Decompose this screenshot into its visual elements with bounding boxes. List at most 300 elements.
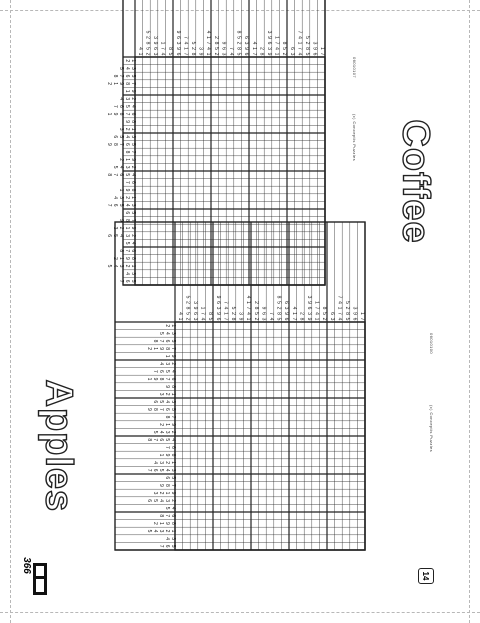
- coffee-row-clue: 3: [130, 135, 136, 139]
- apples-col-clue: 3: [306, 312, 312, 315]
- coffee-col-clue: 1: [205, 36, 212, 39]
- coffee-row-clue: 7: [124, 249, 130, 253]
- coffee-col-clue: 9: [174, 47, 181, 50]
- coffee-col-clue: 7: [296, 30, 303, 34]
- coffee-row-clue: 6: [130, 112, 136, 116]
- coffee-col-clue: 2: [144, 36, 151, 39]
- apples-col-clue: 9: [260, 306, 267, 310]
- apples-row-clue: 3: [164, 362, 170, 366]
- apples-row-clue: 7: [170, 347, 176, 350]
- coffee-row-clue: 4: [124, 135, 130, 139]
- apples-col-clue: 6: [192, 312, 198, 315]
- apples-row-clue: 7: [146, 468, 152, 472]
- coffee-row-clue: 7: [130, 82, 136, 85]
- coffee-row-clue: 9: [118, 82, 124, 85]
- coffee-col-clue: 3: [243, 41, 250, 45]
- apples-row-clue: 8: [152, 408, 158, 411]
- apples-col-clue: 3: [260, 317, 267, 321]
- coffee-col-clue: 8: [304, 47, 310, 50]
- apples-col-clue: 3: [283, 306, 290, 310]
- coffee-row-clue: 6: [106, 234, 112, 237]
- coffee-col-clue: 7: [250, 52, 257, 56]
- apples-col-clue: 4: [336, 317, 343, 321]
- coffee-row-clue: 4: [118, 165, 124, 169]
- apples-col-clue: 9: [283, 312, 290, 315]
- apples-row-clue: 5: [170, 408, 176, 411]
- apples-row-clue: 7: [164, 377, 170, 381]
- coffee-row-clue: 6: [130, 249, 136, 253]
- apples-col-clue: 5: [184, 295, 191, 299]
- coffee-col-clue: 1: [273, 36, 280, 39]
- apples-row-clue: 2: [164, 529, 170, 533]
- coffee-col-clue: 5: [212, 47, 219, 50]
- coffee-col-clue: 8: [281, 41, 288, 45]
- apples-col-clue: 9: [351, 312, 358, 315]
- apples-row-clue: 3: [170, 537, 176, 540]
- coffee-col-clue: 3: [311, 41, 318, 45]
- apples-col-clue: 1: [176, 317, 183, 321]
- code-apples: 06010100: [429, 333, 434, 354]
- coffee-row-clue: 4: [130, 105, 136, 108]
- coffee-row-clue: 2: [112, 257, 118, 260]
- coffee-col-clue: 6: [174, 52, 181, 56]
- coffee-col-clue: 3: [220, 52, 227, 56]
- coffee-col-clue: 9: [197, 52, 204, 56]
- coffee-row-clue: 9: [118, 219, 124, 222]
- coffee-col-clue: 1: [296, 41, 303, 45]
- coffee-col-clue: 4: [182, 41, 189, 45]
- apples-col-clue: 3: [306, 295, 312, 299]
- apples-row-clue: 6: [164, 476, 170, 480]
- apples-row-clue: 3: [170, 332, 176, 335]
- coffee-col-clue: 5: [304, 52, 310, 56]
- coffee-col-clue: 7: [182, 36, 189, 39]
- apples-row-clue: 8: [146, 438, 152, 442]
- coffee-row-clue: 6: [124, 143, 130, 146]
- coffee-row-clue: 5: [112, 234, 118, 237]
- apples-col-clue: 2: [298, 312, 305, 315]
- coffee-row-clue: 2: [124, 196, 130, 199]
- apples-row-clue: 2: [164, 461, 170, 464]
- coffee-row-clue: 5: [130, 211, 136, 215]
- apples-row-clue: 6: [152, 468, 158, 472]
- coffee-col-clue: 1: [319, 47, 326, 50]
- coffee-col-clue: 8: [212, 41, 219, 45]
- apples-row-clue: 3: [152, 491, 158, 495]
- coffee-col-clue: 2: [190, 47, 196, 50]
- apples-row-clue: 9: [146, 408, 152, 411]
- apples-col-clue: 9: [214, 295, 221, 299]
- apples-row-clue: 2: [170, 430, 176, 434]
- apples-col-clue: 7: [222, 301, 229, 304]
- coffee-row-clue: 4: [124, 272, 130, 275]
- apples-row-clue: 9: [164, 522, 170, 525]
- apples-col-clue: 5: [275, 317, 282, 321]
- apples-row-clue: 5: [152, 430, 158, 434]
- apples-col-clue: 5: [275, 301, 282, 304]
- coffee-row-clue: 6: [124, 211, 130, 215]
- apples-row-clue: 6: [158, 370, 164, 373]
- coffee-row-clue: 1: [118, 188, 124, 192]
- apples-col-clue: 8: [252, 306, 259, 310]
- coffee-row-clue: 2: [124, 264, 130, 268]
- coffee-row-clue: 5: [118, 135, 124, 139]
- apples-row-clue: 4: [170, 506, 176, 510]
- apples-row-clue: 1: [158, 453, 164, 457]
- apples-row-clue: 8: [164, 347, 170, 350]
- apples-row-clue: 4: [158, 362, 164, 366]
- apples-row-clue: 5: [170, 339, 176, 343]
- coffee-row-clue: 6: [118, 105, 124, 108]
- apples-col-clue: 6: [283, 317, 290, 321]
- apples-col-clue: 2: [230, 312, 236, 315]
- coffee-row-clue: 1: [124, 158, 130, 161]
- coffee-row-clue: 5: [130, 143, 136, 146]
- apples-col-clue: 9: [192, 306, 198, 310]
- coffee-col-clue: 9: [266, 52, 272, 56]
- coffee-col-clue: 6: [220, 47, 227, 50]
- coffee-col-clue: 1: [250, 47, 257, 50]
- apples-row-clue: 2: [158, 423, 164, 426]
- coffee-row-clue: 4: [124, 203, 130, 207]
- coffee-row-clue: 3: [118, 196, 124, 199]
- apples-row-clue: 7: [170, 415, 176, 419]
- apples-col-clue: 2: [275, 306, 282, 310]
- apples-col-clue: 7: [336, 295, 343, 299]
- apples-row-clue: 9: [164, 385, 170, 388]
- coffee-col-clue: 7: [273, 41, 280, 45]
- coffee-row-clue: 8: [112, 74, 118, 78]
- apples-col-clue: 7: [268, 312, 274, 315]
- coffee-row-clue: 9: [130, 89, 136, 93]
- coffee-col-clue: 7: [205, 41, 212, 45]
- coffee-col-clue: 5: [304, 36, 310, 39]
- apples-col-clue: 5: [230, 306, 236, 310]
- coffee-col-clue: 4: [250, 41, 257, 45]
- coffee-row-clue: 3: [118, 264, 124, 268]
- coffee-row-clue: 5: [130, 279, 136, 283]
- apples-row-clue: 1: [170, 529, 176, 533]
- apples-col-clue: 1: [199, 306, 206, 310]
- coffee-row-clue: 1: [106, 112, 112, 116]
- apples-row-clue: 5: [158, 400, 164, 404]
- apples-row-clue: 8: [170, 385, 176, 388]
- coffee-row-clue: 8: [118, 249, 124, 253]
- apples-row-clue: 4: [170, 370, 176, 373]
- coffee-row-clue: 2: [130, 165, 136, 169]
- apples-col-clue: 4: [176, 312, 183, 315]
- coffee-col-clue: 7: [182, 52, 189, 56]
- apples-col-clue: 9: [214, 312, 221, 315]
- apples-row-clue: 7: [152, 370, 158, 373]
- apples-col-clue: 5: [321, 312, 328, 315]
- apples-col-clue: 3: [351, 306, 358, 310]
- apples-row-clue: 4: [152, 529, 158, 533]
- apples-col-clue: 6: [260, 312, 267, 315]
- coffee-row-clue: 8: [130, 188, 136, 192]
- coffee-col-clue: 7: [319, 52, 326, 56]
- apples-row-clue: 5: [170, 476, 176, 480]
- coffee-col-clue: 1: [136, 52, 143, 56]
- apples-row-clue: 6: [152, 400, 158, 404]
- coffee-col-clue: 4: [273, 47, 280, 50]
- apples-row-clue: 8: [158, 514, 164, 518]
- apples-col-clue: 3: [237, 312, 244, 315]
- coffee-row-clue: 4: [124, 67, 130, 70]
- apples-row-clue: 2: [164, 324, 170, 328]
- apples-row-clue: 4: [164, 332, 170, 335]
- apples-row-clue: 1: [158, 522, 164, 525]
- apples-row-clue: 7: [158, 408, 164, 411]
- apples-row-clue: 2: [164, 392, 170, 396]
- coffee-col-clue: 8: [235, 47, 242, 50]
- apples-col-clue: 9: [306, 301, 312, 304]
- apples-row-clue: 7: [158, 544, 164, 548]
- coffee-col-clue: 5: [235, 36, 242, 39]
- coffee-col-clue: 6: [311, 52, 318, 56]
- coffee-row-clue: 3: [124, 165, 130, 169]
- coffee-row-clue: 5: [124, 105, 130, 108]
- coffee-row-clue: 3: [130, 67, 136, 70]
- code-coffee: 06010107: [352, 57, 357, 78]
- coffee-row-clue: 6: [112, 203, 118, 207]
- apples-row-clue: 2: [170, 362, 176, 366]
- coffee-row-clue: 8: [124, 219, 130, 222]
- apples-row-clue: 2: [170, 499, 176, 502]
- coffee-row-clue: 2: [124, 59, 130, 63]
- apples-col-clue: 8: [275, 295, 282, 299]
- coffee-row-clue: 3: [130, 272, 136, 275]
- apples-col-clue: 4: [245, 312, 252, 315]
- apples-row-clue: 6: [158, 438, 164, 442]
- coffee-col-clue: 1: [159, 41, 166, 45]
- apples-col-clue: 6: [283, 301, 290, 304]
- apples-col-clue: 1: [359, 312, 366, 315]
- coffee-row-clue: 5: [124, 173, 130, 177]
- coffee-col-clue: 4: [205, 30, 212, 34]
- coffee-row-clue: 9: [130, 226, 136, 230]
- apples-col-clue: 1: [245, 301, 252, 304]
- apples-row-clue: 3: [158, 392, 164, 396]
- apples-col-clue: 8: [275, 312, 282, 315]
- coffee-col-clue: 3: [288, 52, 295, 56]
- coffee-col-clue: 4: [159, 52, 166, 56]
- coffee-col-clue: 3: [266, 47, 272, 50]
- coffee-row-clue: 1: [124, 89, 130, 93]
- puzzle-title-coffee: Coffee: [394, 119, 437, 244]
- apples-col-clue: 5: [252, 312, 259, 315]
- coffee-row-clue: 7: [118, 74, 124, 78]
- coffee-col-clue: 2: [235, 41, 242, 45]
- apples-row-clue: 1: [146, 377, 152, 381]
- apples-row-clue: 8: [170, 522, 176, 525]
- apples-col-clue: 6: [351, 317, 358, 321]
- copyright-coffee: (c) Conceptis Puzzles: [352, 114, 357, 162]
- apples-col-clue: 7: [199, 312, 206, 315]
- apples-row-clue: 6: [170, 446, 176, 449]
- coffee-col-clue: 3: [197, 47, 204, 50]
- coffee-col-clue: 8: [258, 52, 265, 56]
- apples-row-clue: 6: [164, 544, 170, 548]
- apples-row-clue: 1: [170, 324, 176, 328]
- apples-col-clue: 4: [245, 295, 252, 299]
- apples-row-clue: 5: [152, 499, 158, 502]
- coffee-row-clue: 9: [130, 158, 136, 161]
- apples-row-clue: 1: [152, 347, 158, 350]
- coffee-col-clue: 5: [167, 52, 174, 56]
- coffee-row-clue: 5: [118, 67, 124, 70]
- coffee-col-clue: 9: [266, 36, 272, 39]
- coffee-row-clue: 8: [124, 150, 130, 154]
- coffee-col-clue: 3: [266, 30, 272, 34]
- coffee-row-clue: 6: [124, 74, 130, 78]
- coffee-col-clue: 2: [212, 52, 219, 56]
- apples-col-clue: 2: [321, 317, 328, 321]
- coffee-col-clue: 4: [296, 52, 303, 56]
- apples-row-clue: 6: [170, 377, 176, 381]
- coffee-row-clue: 7: [124, 181, 130, 184]
- apples-row-clue: 5: [158, 332, 164, 335]
- coffee-row-clue: 7: [112, 173, 118, 177]
- apples-row-clue: 9: [158, 484, 164, 487]
- apples-row-clue: 1: [164, 491, 170, 495]
- apples-col-clue: 2: [344, 306, 350, 310]
- apples-col-clue: 4: [268, 317, 274, 321]
- coffee-row-clue: 3: [130, 203, 136, 207]
- coffee-col-clue: 9: [152, 41, 158, 45]
- coffee-row-clue: 8: [112, 143, 118, 146]
- apples-row-clue: 2: [158, 491, 164, 495]
- coffee-row-clue: 6: [130, 181, 136, 184]
- apples-row-clue: 4: [164, 537, 170, 540]
- apples-col-clue: 7: [313, 306, 320, 310]
- coffee-col-clue: 4: [296, 36, 303, 39]
- coffee-row-clue: 8: [118, 112, 124, 116]
- coffee-col-clue: 1: [205, 52, 212, 56]
- coffee-row-clue: 1: [130, 59, 136, 63]
- coffee-col-clue: 9: [243, 47, 250, 50]
- apples-col-clue: 2: [184, 301, 191, 304]
- apples-row-clue: 3: [158, 461, 164, 464]
- apples-row-clue: 6: [146, 499, 152, 502]
- coffee-col-clue: 4: [136, 47, 143, 50]
- coffee-col-clue: 6: [174, 36, 181, 39]
- coffee-row-clue: 5: [124, 241, 130, 245]
- apples-col-clue: 3: [328, 317, 335, 321]
- apples-col-clue: 8: [298, 317, 305, 321]
- coffee-row-clue: 7: [130, 150, 136, 154]
- coffee-col-clue: 7: [296, 47, 303, 50]
- apples-col-clue: 4: [290, 306, 297, 310]
- apples-col-clue: 4: [199, 317, 206, 321]
- coffee-row-clue: 2: [130, 234, 136, 237]
- apples-col-clue: 4: [222, 306, 229, 310]
- coffee-row-clue: 4: [130, 173, 136, 177]
- apples-row-clue: 9: [158, 347, 164, 350]
- apples-row-clue: 5: [164, 438, 170, 442]
- apples-col-clue: 3: [192, 317, 198, 321]
- apples-col-clue: 7: [222, 317, 229, 321]
- apples-row-clue: 9: [170, 423, 176, 426]
- coffee-row-clue: 5: [106, 264, 112, 268]
- apples-col-clue: 7: [336, 312, 343, 315]
- coffee-row-clue: 4: [112, 264, 118, 268]
- apples-col-clue: 6: [328, 312, 335, 315]
- apples-col-clue: 7: [290, 317, 297, 321]
- coffee-row-clue: 6: [124, 279, 130, 283]
- apples-row-clue: 9: [170, 354, 176, 358]
- coffee-col-clue: 6: [243, 52, 250, 56]
- apples-row-clue: 3: [170, 400, 176, 404]
- apples-col-clue: 5: [344, 301, 350, 304]
- apples-row-clue: 4: [164, 468, 170, 472]
- apples-row-clue: 8: [170, 453, 176, 457]
- coffee-row-clue: 7: [124, 112, 130, 116]
- apples-col-clue: 8: [184, 306, 191, 310]
- apples-row-clue: 9: [170, 491, 176, 495]
- apples-row-clue: 1: [170, 392, 176, 396]
- apples-col-clue: 4: [313, 312, 320, 315]
- coffee-row-clue: 2: [124, 127, 130, 131]
- apples-row-clue: 3: [158, 529, 164, 533]
- apples-row-clue: 8: [158, 377, 164, 381]
- folio-number: 14: [421, 571, 431, 581]
- coffee-row-clue: 2: [118, 226, 124, 230]
- apples-row-clue: 5: [164, 506, 170, 510]
- coffee-row-clue: 3: [118, 127, 124, 131]
- apples-row-clue: 8: [164, 415, 170, 419]
- apples-col-clue: 3: [214, 306, 221, 310]
- apples-row-clue: 3: [164, 430, 170, 434]
- apples-row-clue: 4: [164, 400, 170, 404]
- copyright-apples: (c) Conceptis Puzzles: [429, 405, 434, 453]
- apples-col-clue: 7: [245, 306, 252, 310]
- apples-col-clue: 1: [313, 317, 320, 321]
- apples-col-clue: 4: [336, 301, 343, 304]
- apples-row-clue: 4: [158, 430, 164, 434]
- apples-col-clue: 7: [359, 317, 366, 321]
- apples-row-clue: 5: [158, 468, 164, 472]
- coffee-row-clue: 5: [118, 203, 124, 207]
- apples-row-clue: 6: [164, 408, 170, 411]
- page-number: 366: [20, 557, 32, 574]
- apples-row-clue: 4: [152, 461, 158, 464]
- apples-row-clue: 8: [152, 339, 158, 343]
- apples-col-clue: 2: [252, 301, 259, 304]
- apples-col-clue: 8: [321, 306, 328, 310]
- apples-row-clue: 1: [164, 354, 170, 358]
- apples-col-clue: 1: [222, 312, 229, 315]
- coffee-col-clue: 3: [174, 41, 181, 45]
- coffee-col-clue: 5: [190, 41, 196, 45]
- apples-row-clue: 4: [158, 499, 164, 502]
- coffee-row-clue: 2: [130, 97, 136, 101]
- apples-row-clue: 6: [164, 339, 170, 343]
- coffee-row-clue: 7: [118, 279, 124, 283]
- coffee-col-clue: 8: [190, 52, 196, 56]
- coffee-row-clue: 8: [130, 257, 136, 260]
- coffee-col-clue: 6: [152, 47, 158, 50]
- coffee-row-clue: 3: [112, 226, 118, 230]
- apples-col-clue: 6: [306, 306, 312, 310]
- apples-row-clue: 3: [164, 499, 170, 502]
- apples-row-clue: 9: [152, 377, 158, 381]
- apples-row-clue: 7: [158, 339, 164, 343]
- apples-col-clue: 2: [252, 317, 259, 321]
- coffee-col-clue: 9: [311, 47, 318, 50]
- apples-row-clue: 8: [164, 484, 170, 487]
- coffee-col-clue: 8: [235, 30, 242, 34]
